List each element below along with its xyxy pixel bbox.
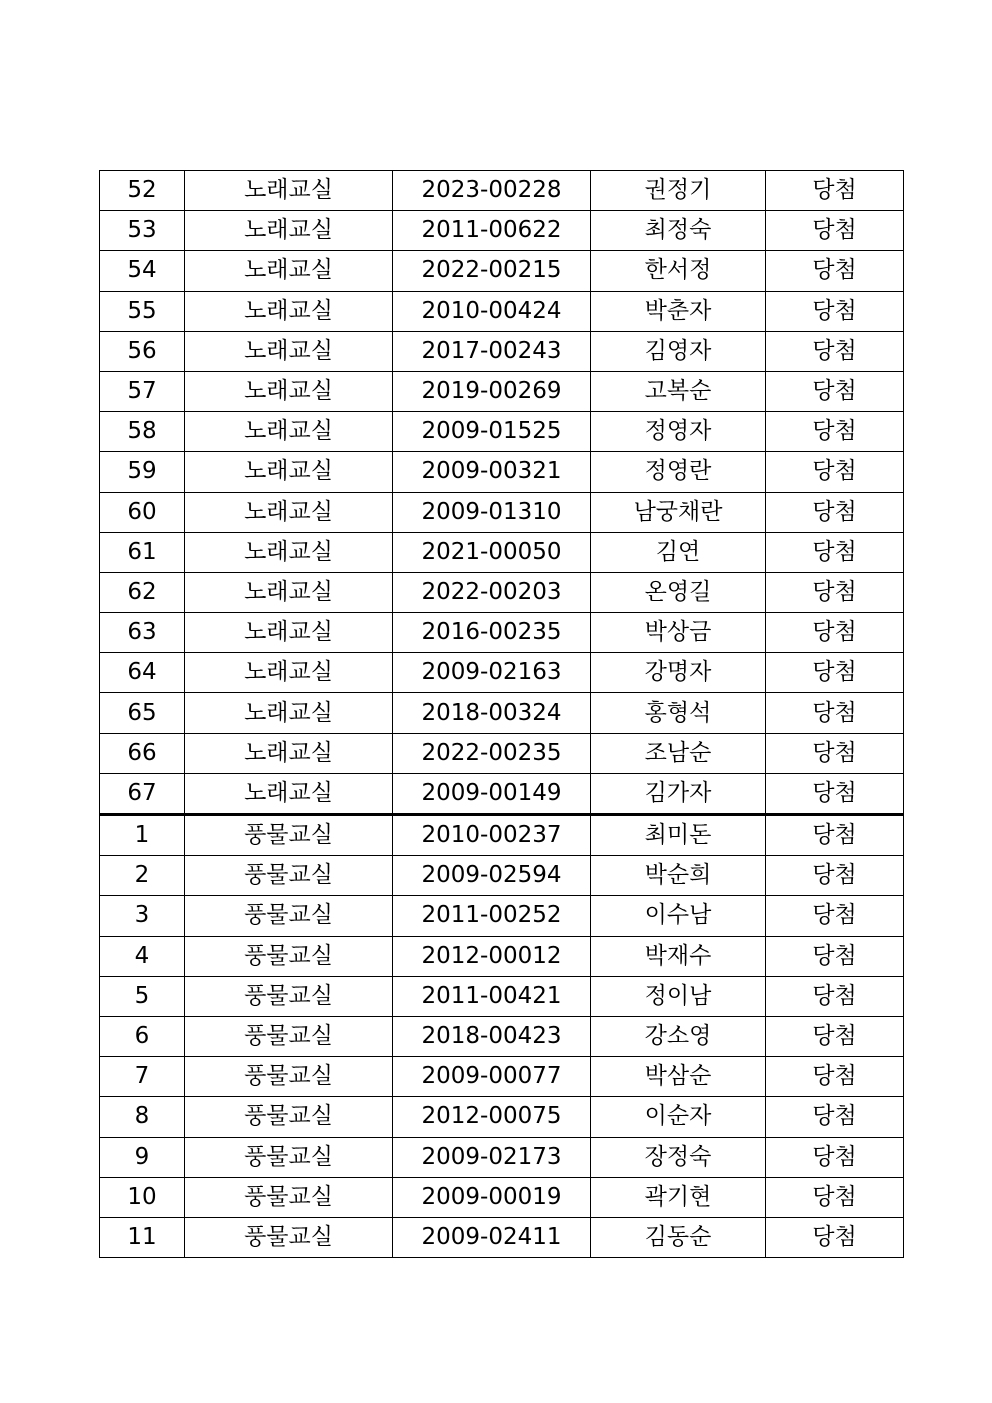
member-name: 온영길 bbox=[591, 572, 766, 612]
member-name: 이수남 bbox=[591, 896, 766, 936]
row-number: 11 bbox=[100, 1217, 185, 1257]
result-status: 당첨 bbox=[766, 1217, 904, 1257]
member-name: 최정숙 bbox=[591, 211, 766, 251]
result-status: 당첨 bbox=[766, 1137, 904, 1177]
class-name: 노래교실 bbox=[185, 733, 393, 773]
table-row bbox=[100, 896, 904, 936]
member-id: 2009-00077 bbox=[393, 1057, 591, 1097]
class-name: 노래교실 bbox=[185, 331, 393, 371]
winners-table-body bbox=[100, 171, 904, 1258]
member-id: 2011-00252 bbox=[393, 896, 591, 936]
row-number: 52 bbox=[100, 171, 185, 211]
class-name: 풍물교실 bbox=[185, 815, 393, 856]
class-name: 노래교실 bbox=[185, 653, 393, 693]
class-name: 풍물교실 bbox=[185, 1177, 393, 1217]
class-name: 풍물교실 bbox=[185, 1097, 393, 1137]
table-row bbox=[100, 1217, 904, 1257]
row-number: 65 bbox=[100, 693, 185, 733]
member-id: 2009-02163 bbox=[393, 653, 591, 693]
member-name: 이순자 bbox=[591, 1097, 766, 1137]
member-id: 2009-02411 bbox=[393, 1217, 591, 1257]
class-name: 노래교실 bbox=[185, 412, 393, 452]
class-name: 노래교실 bbox=[185, 572, 393, 612]
member-id: 2012-00075 bbox=[393, 1097, 591, 1137]
result-status: 당첨 bbox=[766, 1177, 904, 1217]
class-name: 노래교실 bbox=[185, 211, 393, 251]
table-row bbox=[100, 733, 904, 773]
member-name: 김영자 bbox=[591, 331, 766, 371]
member-id: 2022-00235 bbox=[393, 733, 591, 773]
member-name: 최미돈 bbox=[591, 815, 766, 856]
member-name: 박순희 bbox=[591, 856, 766, 896]
class-name: 풍물교실 bbox=[185, 1217, 393, 1257]
result-status: 당첨 bbox=[766, 653, 904, 693]
result-status: 당첨 bbox=[766, 1097, 904, 1137]
row-number: 61 bbox=[100, 532, 185, 572]
row-number: 6 bbox=[100, 1016, 185, 1056]
table-row bbox=[100, 773, 904, 814]
row-number: 2 bbox=[100, 856, 185, 896]
row-number: 8 bbox=[100, 1097, 185, 1137]
member-id: 2011-00622 bbox=[393, 211, 591, 251]
row-number: 4 bbox=[100, 936, 185, 976]
member-id: 2018-00423 bbox=[393, 1016, 591, 1056]
row-number: 67 bbox=[100, 773, 185, 814]
member-id: 2010-00237 bbox=[393, 815, 591, 856]
member-name: 김연 bbox=[591, 532, 766, 572]
table-row bbox=[100, 613, 904, 653]
row-number: 56 bbox=[100, 331, 185, 371]
row-number: 63 bbox=[100, 613, 185, 653]
member-name: 조남순 bbox=[591, 733, 766, 773]
row-number: 53 bbox=[100, 211, 185, 251]
class-name: 풍물교실 bbox=[185, 1057, 393, 1097]
result-status: 당첨 bbox=[766, 1057, 904, 1097]
class-name: 노래교실 bbox=[185, 492, 393, 532]
member-name: 남궁채란 bbox=[591, 492, 766, 532]
class-name: 노래교실 bbox=[185, 452, 393, 492]
member-name: 정영란 bbox=[591, 452, 766, 492]
table-row bbox=[100, 492, 904, 532]
member-id: 2016-00235 bbox=[393, 613, 591, 653]
member-id: 2009-01310 bbox=[393, 492, 591, 532]
class-name: 노래교실 bbox=[185, 291, 393, 331]
class-name: 노래교실 bbox=[185, 773, 393, 814]
table-row bbox=[100, 1016, 904, 1056]
member-name: 홍형석 bbox=[591, 693, 766, 733]
table-row bbox=[100, 693, 904, 733]
result-status: 당첨 bbox=[766, 936, 904, 976]
table-row bbox=[100, 171, 904, 211]
result-status: 당첨 bbox=[766, 371, 904, 411]
class-name: 풍물교실 bbox=[185, 976, 393, 1016]
class-name: 풍물교실 bbox=[185, 1016, 393, 1056]
member-name: 고복순 bbox=[591, 371, 766, 411]
row-number: 5 bbox=[100, 976, 185, 1016]
table-row bbox=[100, 211, 904, 251]
member-id: 2010-00424 bbox=[393, 291, 591, 331]
member-id: 2017-00243 bbox=[393, 331, 591, 371]
result-status: 당첨 bbox=[766, 251, 904, 291]
member-name: 곽기현 bbox=[591, 1177, 766, 1217]
table-row bbox=[100, 331, 904, 371]
result-status: 당첨 bbox=[766, 1016, 904, 1056]
result-status: 당첨 bbox=[766, 291, 904, 331]
winners-table bbox=[99, 170, 904, 1258]
member-id: 2022-00203 bbox=[393, 572, 591, 612]
table-row bbox=[100, 532, 904, 572]
result-status: 당첨 bbox=[766, 452, 904, 492]
result-status: 당첨 bbox=[766, 896, 904, 936]
row-number: 60 bbox=[100, 492, 185, 532]
table-row bbox=[100, 1097, 904, 1137]
result-status: 당첨 bbox=[766, 976, 904, 1016]
result-status: 당첨 bbox=[766, 733, 904, 773]
table-row bbox=[100, 1177, 904, 1217]
result-status: 당첨 bbox=[766, 572, 904, 612]
row-number: 64 bbox=[100, 653, 185, 693]
row-number: 66 bbox=[100, 733, 185, 773]
table-row bbox=[100, 856, 904, 896]
member-name: 김가자 bbox=[591, 773, 766, 814]
row-number: 57 bbox=[100, 371, 185, 411]
class-name: 노래교실 bbox=[185, 171, 393, 211]
row-number: 7 bbox=[100, 1057, 185, 1097]
member-id: 2009-00321 bbox=[393, 452, 591, 492]
row-number: 54 bbox=[100, 251, 185, 291]
result-status: 당첨 bbox=[766, 171, 904, 211]
result-status: 당첨 bbox=[766, 613, 904, 653]
class-name: 노래교실 bbox=[185, 532, 393, 572]
result-status: 당첨 bbox=[766, 815, 904, 856]
result-status: 당첨 bbox=[766, 773, 904, 814]
member-id: 2009-00149 bbox=[393, 773, 591, 814]
class-name: 노래교실 bbox=[185, 251, 393, 291]
table-row bbox=[100, 371, 904, 411]
class-name: 노래교실 bbox=[185, 371, 393, 411]
result-status: 당첨 bbox=[766, 331, 904, 371]
member-id: 2019-00269 bbox=[393, 371, 591, 411]
result-status: 당첨 bbox=[766, 211, 904, 251]
row-number: 3 bbox=[100, 896, 185, 936]
member-id: 2012-00012 bbox=[393, 936, 591, 976]
result-status: 당첨 bbox=[766, 492, 904, 532]
table-row bbox=[100, 815, 904, 856]
table-row bbox=[100, 1057, 904, 1097]
row-number: 59 bbox=[100, 452, 185, 492]
result-status: 당첨 bbox=[766, 856, 904, 896]
member-name: 김동순 bbox=[591, 1217, 766, 1257]
result-status: 당첨 bbox=[766, 532, 904, 572]
member-name: 권정기 bbox=[591, 171, 766, 211]
table-row bbox=[100, 452, 904, 492]
member-id: 2023-00228 bbox=[393, 171, 591, 211]
row-number: 62 bbox=[100, 572, 185, 612]
class-name: 풍물교실 bbox=[185, 1137, 393, 1177]
member-id: 2022-00215 bbox=[393, 251, 591, 291]
member-id: 2009-02173 bbox=[393, 1137, 591, 1177]
member-id: 2018-00324 bbox=[393, 693, 591, 733]
row-number: 10 bbox=[100, 1177, 185, 1217]
member-name: 박상금 bbox=[591, 613, 766, 653]
member-name: 박삼순 bbox=[591, 1057, 766, 1097]
class-name: 풍물교실 bbox=[185, 856, 393, 896]
table-row bbox=[100, 936, 904, 976]
member-name: 강소영 bbox=[591, 1016, 766, 1056]
table-row bbox=[100, 572, 904, 612]
result-status: 당첨 bbox=[766, 693, 904, 733]
member-name: 박재수 bbox=[591, 936, 766, 976]
class-name: 노래교실 bbox=[185, 693, 393, 733]
member-name: 박춘자 bbox=[591, 291, 766, 331]
class-name: 노래교실 bbox=[185, 613, 393, 653]
member-name: 한서정 bbox=[591, 251, 766, 291]
class-name: 풍물교실 bbox=[185, 896, 393, 936]
row-number: 9 bbox=[100, 1137, 185, 1177]
member-id: 2009-02594 bbox=[393, 856, 591, 896]
member-name: 강명자 bbox=[591, 653, 766, 693]
member-name: 정이남 bbox=[591, 976, 766, 1016]
member-id: 2011-00421 bbox=[393, 976, 591, 1016]
member-name: 정영자 bbox=[591, 412, 766, 452]
table-row bbox=[100, 653, 904, 693]
member-name: 장정숙 bbox=[591, 1137, 766, 1177]
table-row bbox=[100, 412, 904, 452]
row-number: 55 bbox=[100, 291, 185, 331]
row-number: 1 bbox=[100, 815, 185, 856]
result-status: 당첨 bbox=[766, 412, 904, 452]
table-row bbox=[100, 976, 904, 1016]
table-row bbox=[100, 1137, 904, 1177]
member-id: 2021-00050 bbox=[393, 532, 591, 572]
row-number: 58 bbox=[100, 412, 185, 452]
table-row bbox=[100, 291, 904, 331]
class-name: 풍물교실 bbox=[185, 936, 393, 976]
member-id: 2009-01525 bbox=[393, 412, 591, 452]
table-row bbox=[100, 251, 904, 291]
member-id: 2009-00019 bbox=[393, 1177, 591, 1217]
